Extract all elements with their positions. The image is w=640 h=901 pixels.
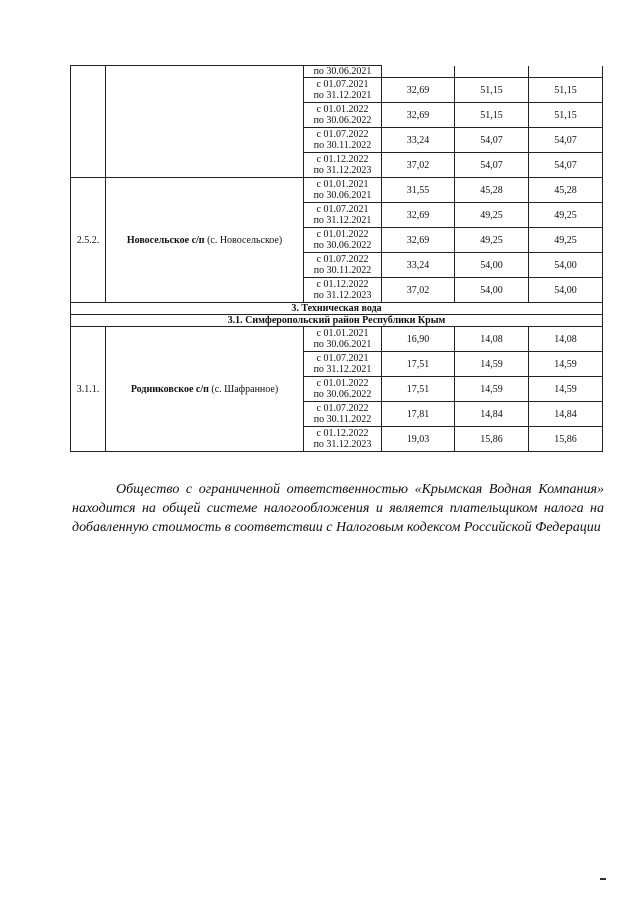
period-cell <box>304 402 382 427</box>
value-cell: 54,00 <box>455 278 529 303</box>
value-cell: 51,15 <box>529 78 603 103</box>
value-cell: 14,59 <box>529 377 603 402</box>
period-cell <box>304 78 382 103</box>
period-cell <box>304 253 382 278</box>
value-cell: 51,15 <box>529 103 603 128</box>
value-cell: 32,69 <box>382 78 455 103</box>
name-cell <box>106 66 304 178</box>
value-cell: 31,55 <box>382 178 455 203</box>
value-cell: 54,07 <box>455 153 529 178</box>
table-row <box>71 66 603 78</box>
value-cell: 14,59 <box>529 352 603 377</box>
value-cell: 14,08 <box>529 327 603 352</box>
value-cell: 14,84 <box>455 402 529 427</box>
period-to: по 30.11.2022 <box>313 265 372 276</box>
settlement-name: Родниковское с/п <box>130 383 209 395</box>
period-to: по 31.12.2021 <box>313 364 372 375</box>
value-cell: 17,51 <box>382 352 455 377</box>
value-cell: 33,24 <box>382 253 455 278</box>
value-cell: 54,07 <box>455 128 529 153</box>
period-to: по 30.06.2021 <box>313 339 372 350</box>
value-cell: 49,25 <box>529 228 603 253</box>
village-name: (с. Новосельское) <box>204 234 283 246</box>
value-cell: 17,81 <box>382 402 455 427</box>
village-name: (с. Шафранное) <box>208 383 279 395</box>
name-cell <box>106 327 304 452</box>
period-from: с 01.01.2022 <box>316 229 369 240</box>
value-cell: 49,25 <box>455 228 529 253</box>
settlement-name: Новосельское с/п <box>126 234 205 246</box>
value-cell: 51,15 <box>455 78 529 103</box>
value-cell: 37,02 <box>382 278 455 303</box>
value-cell: 51,15 <box>455 103 529 128</box>
value-cell <box>529 66 603 78</box>
value-cell: 45,28 <box>455 178 529 203</box>
value-cell: 32,69 <box>382 103 455 128</box>
value-cell: 37,02 <box>382 153 455 178</box>
period-to: по 31.12.2021 <box>313 90 372 101</box>
tax-status-note: Общество с ограниченной ответственностью «Крымская Водная Компания» находится на общей системе налогообложения и является плательщиком налога на добавленную стоимость в соответствии с Налоговым кодексом Российской Федерации <box>72 482 604 535</box>
period-cell <box>304 203 382 228</box>
period-to: по 30.06.2022 <box>313 240 372 251</box>
section-heading: 3. Техническая вода <box>71 303 603 315</box>
period-cell <box>304 427 382 452</box>
value-cell: 15,86 <box>529 427 603 452</box>
value-cell <box>455 66 529 78</box>
value-cell: 54,00 <box>529 278 603 303</box>
period-to: по 31.12.2023 <box>313 290 372 301</box>
period-from: с 01.07.2021 <box>316 79 369 90</box>
period-from: с 01.01.2022 <box>316 378 369 389</box>
period-cell <box>304 327 382 352</box>
period-cell <box>304 178 382 203</box>
value-cell: 49,25 <box>529 203 603 228</box>
name-cell <box>106 178 304 303</box>
value-cell <box>382 66 455 78</box>
value-cell: 45,28 <box>529 178 603 203</box>
period-from: с 01.07.2022 <box>316 403 369 414</box>
period-from: с 01.01.2021 <box>316 179 369 190</box>
value-cell: 32,69 <box>382 228 455 253</box>
section-row <box>71 315 603 327</box>
value-cell: 14,84 <box>529 402 603 427</box>
period-to: по 30.06.2021 <box>313 190 372 201</box>
table-row <box>71 178 603 203</box>
value-cell: 19,03 <box>382 427 455 452</box>
period-cell <box>304 66 382 78</box>
value-cell: 17,51 <box>382 377 455 402</box>
period-cell <box>304 278 382 303</box>
period-cell <box>304 352 382 377</box>
period-cell <box>304 377 382 402</box>
value-cell: 32,69 <box>382 203 455 228</box>
period-from: с 01.01.2021 <box>316 328 369 339</box>
value-cell: 54,00 <box>455 253 529 278</box>
value-cell: 14,59 <box>455 352 529 377</box>
code-cell: 2.5.2. <box>71 178 106 303</box>
value-cell: 14,08 <box>455 327 529 352</box>
value-cell: 33,24 <box>382 128 455 153</box>
table-row <box>71 327 603 352</box>
period-to: по 31.12.2023 <box>313 439 372 450</box>
scan-mark <box>600 878 606 880</box>
value-cell: 54,07 <box>529 153 603 178</box>
period-to: по 31.12.2023 <box>313 165 372 176</box>
period-to: по 31.12.2021 <box>313 215 372 226</box>
value-cell: 15,86 <box>455 427 529 452</box>
value-cell: 14,59 <box>455 377 529 402</box>
period-from: с 01.12.2022 <box>316 428 369 439</box>
period-from: с 01.07.2022 <box>316 129 369 140</box>
period-from: с 01.12.2022 <box>316 154 369 165</box>
value-cell: 49,25 <box>455 203 529 228</box>
period-to: по 30.06.2021 <box>313 66 372 77</box>
period-to: по 30.06.2022 <box>313 115 372 126</box>
period-from: с 01.12.2022 <box>316 279 369 290</box>
period-from: с 01.01.2022 <box>316 104 369 115</box>
code-cell <box>71 66 106 178</box>
period-from: с 01.07.2021 <box>316 204 369 215</box>
period-cell <box>304 103 382 128</box>
period-to: по 30.11.2022 <box>313 140 372 151</box>
tariff-table <box>70 65 603 452</box>
period-to: по 30.11.2022 <box>313 414 372 425</box>
section-row <box>71 303 603 315</box>
period-from: с 01.07.2021 <box>316 353 369 364</box>
period-cell <box>304 153 382 178</box>
period-to: по 30.06.2022 <box>313 389 372 400</box>
period-cell <box>304 128 382 153</box>
period-cell <box>304 228 382 253</box>
value-cell: 54,07 <box>529 128 603 153</box>
value-cell: 16,90 <box>382 327 455 352</box>
period-from: с 01.07.2022 <box>316 254 369 265</box>
code-cell: 3.1.1. <box>71 327 106 452</box>
subsection-heading: 3.1. Симферопольский район Республики Крым <box>71 315 603 327</box>
value-cell: 54,00 <box>529 253 603 278</box>
